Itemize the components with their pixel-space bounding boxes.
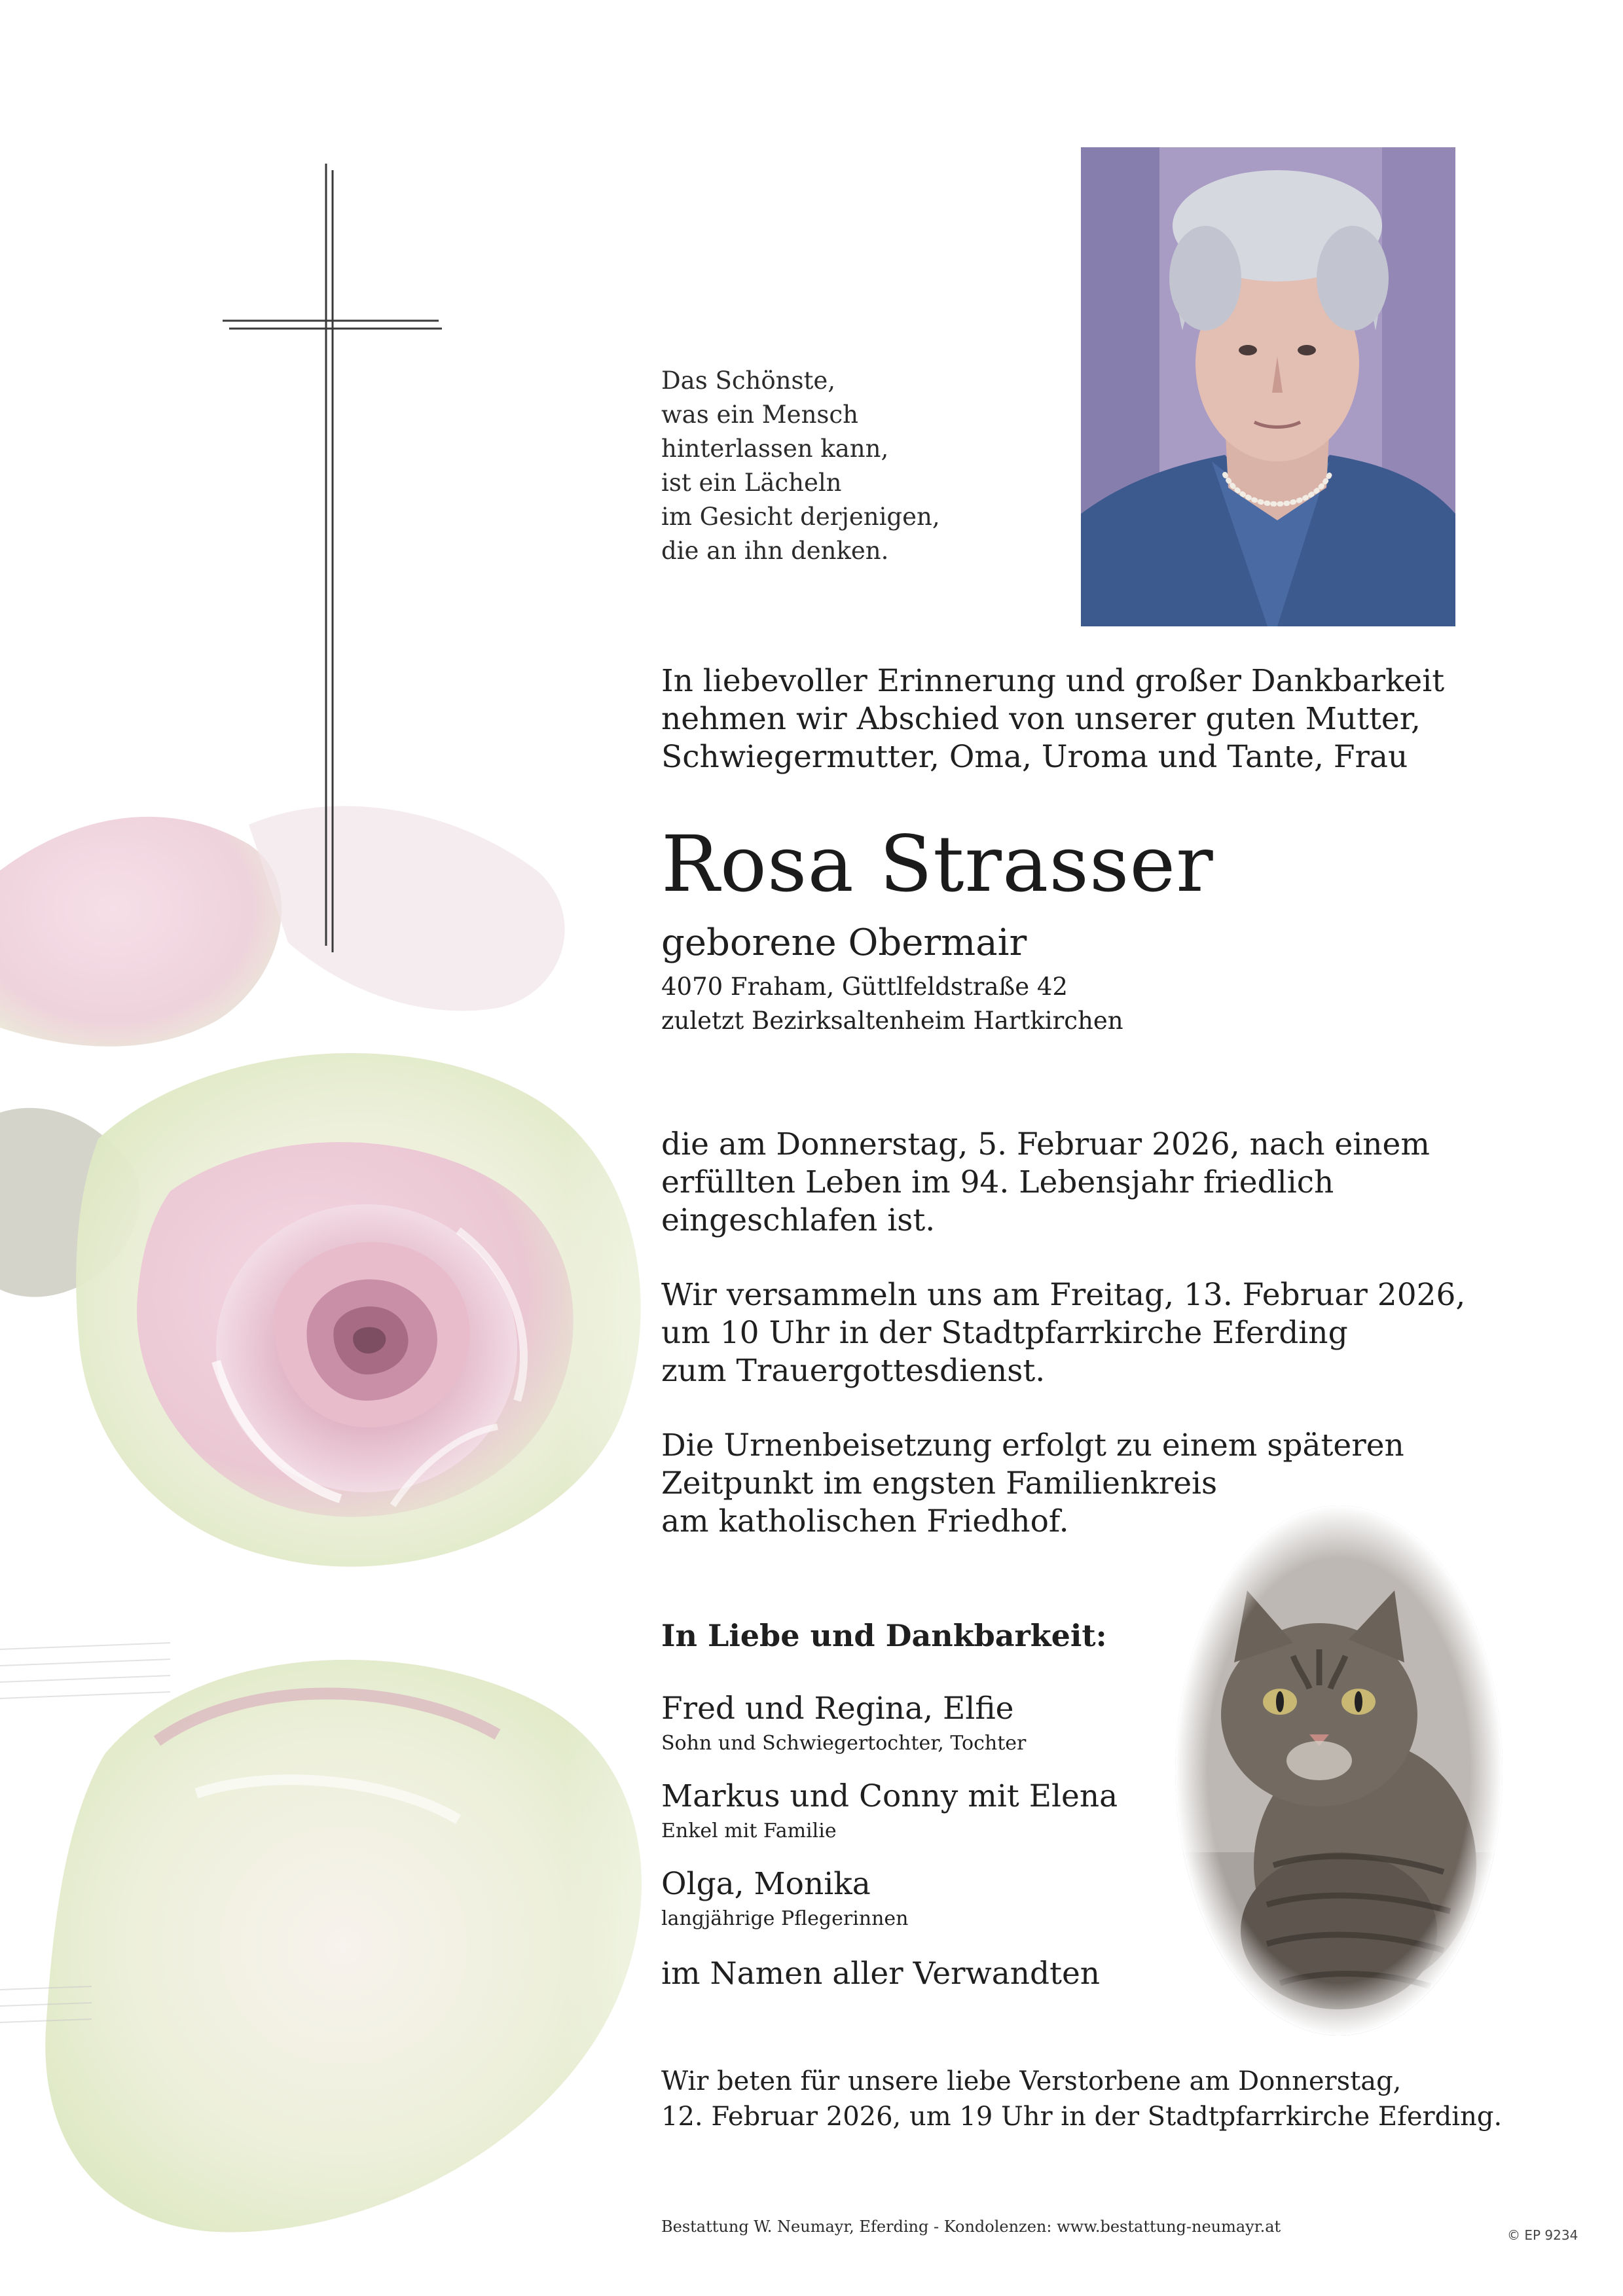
death-notice-paragraph (661, 1126, 1430, 1240)
document-code: © EP 9234 (1507, 2227, 1578, 2243)
cross-icon (216, 164, 452, 956)
mourner-names: Fred und Regina, Elfie (661, 1691, 1014, 1727)
paragraph-line: 12. Februar 2026, um 19 Uhr in der Stadtpfarrkirche Eferding. (661, 2102, 1503, 2132)
paragraph-line: erfüllten Leben im 94. Lebensjahr friedlich (661, 1164, 1334, 1200)
paragraph-line: die am Donnerstag, 5. Februar 2026, nach einem (661, 1126, 1430, 1162)
address-block (661, 970, 1123, 1038)
memorial-quote (661, 364, 940, 568)
quote-line: was ein Mensch (661, 401, 858, 429)
paragraph-line: Die Urnenbeisetzung erfolgt zu einem späteren (661, 1427, 1404, 1463)
prayer-paragraph (661, 2064, 1502, 2134)
paragraph-line: zum Trauergottesdienst. (661, 1353, 1046, 1389)
footer-text: Bestattung W. Neumayr, Eferding - Kondolenzen: www.bestattung-neumayr.at (661, 2217, 1281, 2236)
paragraph-line: Wir beten für unsere liebe Verstorbene am Donnerstag, (661, 2066, 1402, 2096)
paragraph-line: um 10 Uhr in der Stadtpfarrkirche Eferding (661, 1315, 1348, 1351)
intro-line: Schwiegermutter, Oma, Uroma und Tante, Frau (661, 739, 1408, 775)
quote-line: ist ein Lächeln (661, 469, 842, 497)
portrait-photo (1081, 147, 1455, 626)
quote-line: die an ihn denken. (661, 537, 889, 565)
quote-line: hinterlassen kann, (661, 435, 889, 463)
mourner-names: Olga, Monika (661, 1866, 871, 1902)
deceased-name: Rosa Strasser (661, 819, 1214, 909)
intro-line: nehmen wir Abschied von unserer guten Mutter, (661, 701, 1421, 737)
mourner-relation: Enkel mit Familie (661, 1820, 837, 1842)
quote-line: im Gesicht derjenigen, (661, 503, 940, 531)
last-residence-line: zuletzt Bezirksaltenheim Hartkirchen (661, 1007, 1123, 1035)
quote-line: Das Schönste, (661, 367, 835, 395)
paragraph-line: eingeschlafen ist. (661, 1202, 936, 1238)
burial-paragraph (661, 1427, 1404, 1541)
intro-paragraph (661, 662, 1444, 776)
mourner-relation: Sohn und Schwiegertochter, Tochter (661, 1732, 1027, 1755)
mourner-relation: langjährige Pflegerinnen (661, 1907, 909, 1930)
cat-photo (1169, 1499, 1509, 2042)
paragraph-line: Zeitpunkt im engsten Familienkreis (661, 1465, 1218, 1501)
paragraph-line: Wir versammeln uns am Freitag, 13. Februar 2026, (661, 1277, 1466, 1313)
paragraph-line: am katholischen Friedhof. (661, 1503, 1069, 1539)
maiden-name: geborene Obermair (661, 922, 1027, 964)
address-line: 4070 Fraham, Güttlfeldstraße 42 (661, 973, 1068, 1001)
service-paragraph (661, 1276, 1465, 1390)
rose-background-image (0, 772, 753, 2296)
mourners-closing: im Namen aller Verwandten (661, 1956, 1101, 1992)
mourners-heading: In Liebe und Dankbarkeit: (661, 1618, 1107, 1653)
intro-line: In liebevoller Erinnerung und großer Dankbarkeit (661, 663, 1445, 699)
mourner-names: Markus und Conny mit Elena (661, 1778, 1118, 1814)
